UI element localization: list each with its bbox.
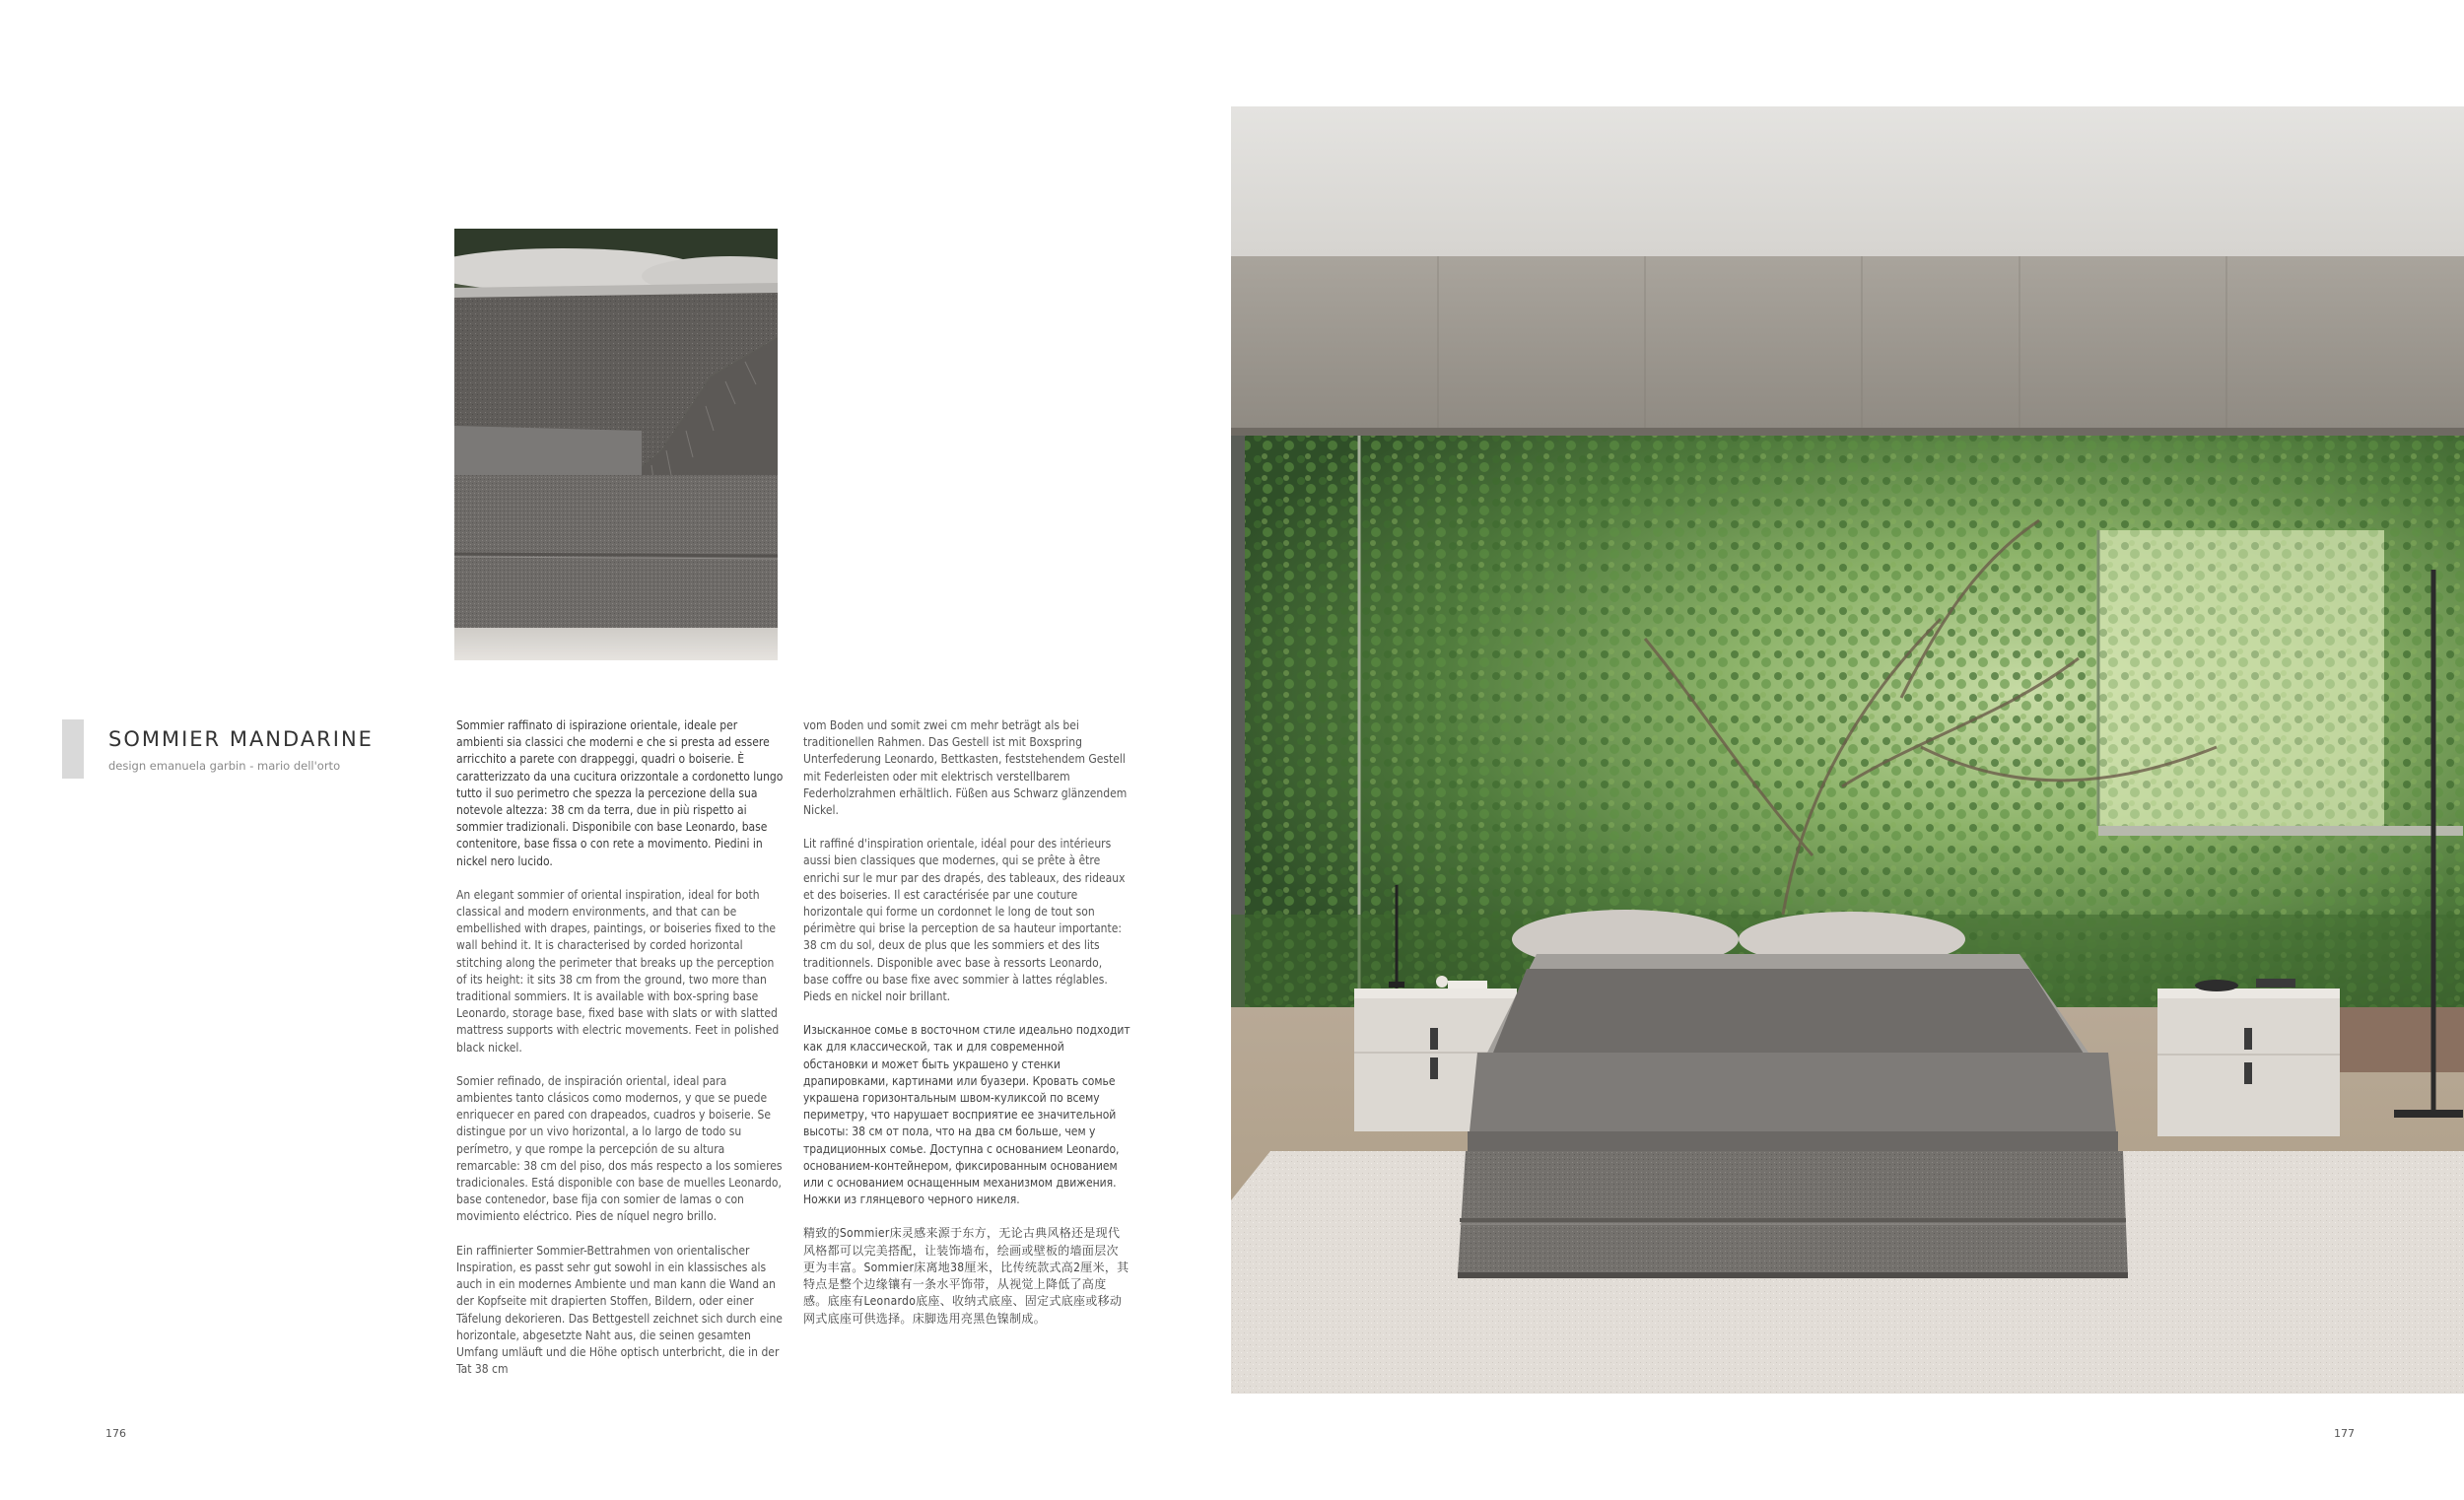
page-number-right: 177 — [2334, 1427, 2355, 1440]
text-russian: Изысканное сомье в восточном стиле идеально подходит как для классической, так и для современной обстановки и может быть украшено у стенки драпировками, картинами или буазери. Кровать сомье украшена горизонтальным швом-куликсой по всему периметру, что нарушает восприятие ее значительной высоты: 38 см от пола, что на два см больше, чем у традиционных сомье. Доступна с основанием Leonardo, основанием-контейнером, фиксированным основанием или с основанием оснащенным механизмом движения. Ножки из глянцевого черного никеля. — [803, 1023, 1130, 1207]
title-accent-bar — [62, 719, 84, 779]
text-italian: Sommier raffinato di ispirazione orientale, ideale per ambienti sia classici che moderni e che si presta ad essere arricchito a parete con drappeggi, quadri o boiserie. È caratterizzato da una cucitura orizzontale a cordonetto lungo tutto il suo perimetro che spezza la percezione della sua notevole altezza: 38 cm da terra, due in più rispetto ai sommier tradizionali. Disponibile con base Leonardo, base contenitore, base fissa o con rete a movimento. Piedini in nickel nero lucido. — [456, 718, 784, 868]
text-german-continued: vom Boden und somit zwei cm mehr beträgt als bei traditionellen Rahmen. Das Gestell ist mit Boxspring Unterfederung Leonardo, Bettkasten, feststehendem Gestell mit Federleisten oder mit elektrisch verstellbarem Federholzrahmen erhältlich. Füßen aus Schwarz glänzendem Nickel. — [803, 718, 1128, 818]
text-german: Ein raffinierter Sommier-Bettrahmen von orientalischer Inspiration, es passt sehr gut sowohl in ein klassisches als auch in ein modernes Ambiente und man kann die Wand an der Kopfseite mit drapierten Stoffen, Bildern, oder einer Täfelung dekorieren. Das Bettgestell zeichnet sich durch eine horizontale, abgesetzte Naht aus, die seinen gesamten Umfang umläuft und die Höhe optisch unterbricht, die in der Tat 38 cm — [456, 1243, 783, 1377]
text-spanish: Somier refinado, de inspiración oriental, ideal para ambientes tanto clásicos como modernos, y que se puede enriquecer en pared con drapeados, cuadros y boiserie. Se distingue por un vivo horizontal, a lo largo de todo su perímetro, y que rompe la percepción de su altura remarcable: 38 cm del piso, dos más respecto a los somieres tradicionales. Está disponible con base de muelles Leonardo, base contenedor, base fija con somier de lamas o con movimiento eléctrico. Pies de níquel negro brillo. — [456, 1073, 783, 1224]
text-french: Lit raffiné d'inspiration orientale, idéal pour des intérieurs aussi bien classiques que modernes, qui se prête à être enrichi sur le mur par des drapés, des tableaux, des rideaux et des boiseries. Il est caractérisée par une couture horizontale qui forme un cordonnet le long de tout son périmètre qui brise la perception de sa hauteur importante: 38 cm du sol, deux de plus que les sommiers et des lits traditionnels. Disponible avec base à ressorts Leonardo, base coffre ou base fixe avec sommier à lattes réglables. Pieds en nickel noir brillant. — [803, 837, 1126, 1004]
bed-detail-photo — [454, 229, 778, 660]
product-title: SOMMIER MANDARINE — [108, 727, 374, 751]
text-column-1 — [456, 717, 784, 1395]
designer-credit: design emanuela garbin - mario dell'orto — [108, 759, 341, 773]
text-english: An elegant sommier of oriental inspiration, ideal for both classical and modern environments, and that can be embellished with drapes, paintings, or boiseries fixed to the wall behind it. It is characterised by corded horizontal stitching along the perimeter that breaks up the perception of its height: it sits 38 cm from the ground, two more than traditional sommiers. It is available with box-spring base Leonardo, storage base, fixed base with slats or with slatted mattress supports with electric movements. Feet in polished black nickel. — [456, 887, 780, 1055]
page-number-left: 176 — [105, 1427, 126, 1440]
text-chinese: 精致的Sommier床灵感来源于东方，无论古典风格还是现代风格都可以完美搭配，让装饰墙布，绘画或壁板的墙面层次更为丰富。Sommier床离地38厘米，比传统款式高2厘米，其特点是整个边缘镶有一条水平饰带，从视觉上降低了高度感。底座有Leonardo底座、收纳式底座、固定式底座或移动网式底座可供选择。床脚选用亮黑色镍制成。 — [803, 1226, 1129, 1326]
text-column-2 — [803, 717, 1130, 1344]
bedroom-photo — [1231, 106, 2464, 1394]
